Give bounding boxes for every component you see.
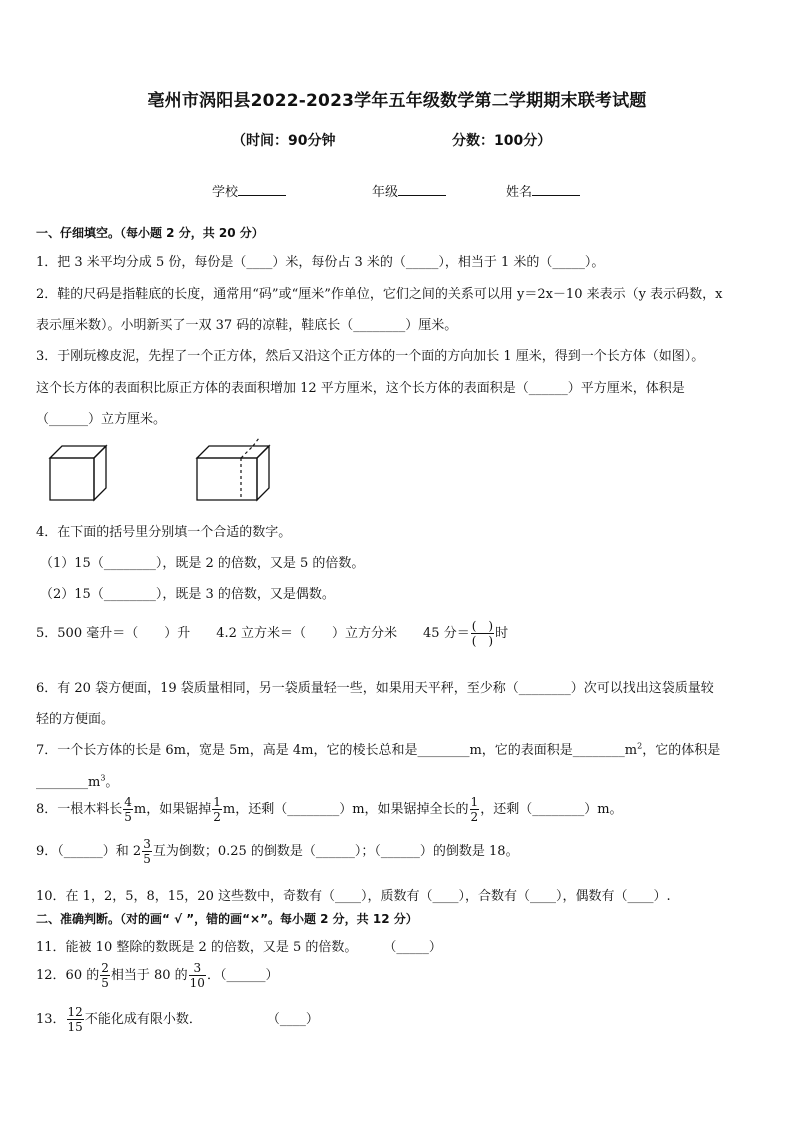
fraction (189, 962, 206, 989)
fraction-numerator: 12 (67, 1005, 83, 1019)
grade-blank (398, 183, 446, 196)
school-field (212, 181, 286, 200)
question-2-line-1: 2．鞋的尺码是指鞋底的长度，通常用“码”或“厘米”作单位，它们之间的关系可以用 y＝2x－10 来表示（y 表示码数，x (36, 287, 723, 302)
square-exponent: 2 (637, 741, 643, 751)
question-2-line-2: 表示厘米数）。小明新买了一双 37 码的凉鞋，鞋底长（________）厘米。 (36, 318, 458, 333)
question-5 (36, 620, 508, 647)
question-3-line-1: 3．于刚玩橡皮泥，先捏了一个正方体，然后又沿这个正方体的一个面的方向加长 1 厘米，得到一个长方体（如图）。 (36, 349, 705, 364)
question-12-text-a: 12．60 的 (36, 968, 100, 983)
question-7-line-2 (36, 771, 118, 790)
question-6-line-1: 6．有 20 袋方便面，19 袋质量相同，另一袋质量轻一些，如果用天平秤，至少称（________）次可以找出这袋质量较 (36, 681, 714, 696)
question-7-text: 7．一个长方体的长是 6m，宽是 5m，高是 4m，它的棱长总和是________m，它的表面积是________m (36, 743, 638, 758)
question-3-line-2: 这个长方体的表面积比原正方体的表面积增加 12 平方厘米，这个长方体的表面积是（______）平方厘米，体积是 (36, 381, 685, 396)
fraction (67, 1006, 84, 1033)
fraction-numerator: 1 (470, 795, 479, 809)
fraction (100, 962, 110, 989)
question-8-text-d: ，还剩（________）m。 (480, 802, 623, 817)
question-4-part-2: （2）15（________），既是 3 的倍数，又是偶数。 (40, 587, 335, 602)
question-8-text-a: 8．一根木料长 (36, 802, 123, 817)
fraction-denominator: 15 (67, 1020, 83, 1034)
question-3-line-3: （______）立方厘米。 (36, 412, 167, 427)
question-13-text-b: 不能化成有限小数． （____） (84, 1012, 319, 1027)
question-9-text-b: 互为倒数；0.25 的倒数是（______）；（______）的倒数是 18。 (152, 844, 519, 859)
name-field (506, 181, 580, 200)
question-4: 4．在下面的括号里分别填一个合适的数字。 (36, 525, 292, 540)
question-8-text-c: m，还剩（________）m，如果锯掉全长的 (222, 802, 469, 817)
section-2-heading: 二、准确判断。（对的画“ √ ”，错的画“×”。每小题 2 分，共 12 分） (36, 912, 418, 926)
question-5-text: 5．500 毫升＝（ ）升 4.2 立方米＝（ ）立方分米 45 分＝ (36, 626, 470, 641)
fraction-numerator: 3 (189, 962, 206, 976)
fraction-denominator: 5 (124, 810, 132, 824)
question-8-text-b: m，如果锯掉 (133, 802, 212, 817)
fraction (471, 620, 494, 647)
fraction-denominator: 2 (470, 810, 479, 824)
question-7-end: 。 (105, 775, 119, 790)
fraction (212, 796, 222, 823)
school-blank (238, 183, 286, 196)
exam-time: （时间：90分钟 (232, 133, 336, 149)
exam-score: 分数：100分） (452, 133, 552, 149)
cube-figure (48, 444, 110, 502)
page-title: 亳州市涡阳县2022-2023学年五年级数学第二学期期末联考试题 (147, 91, 647, 111)
fraction-numerator: 3 (143, 837, 151, 851)
fraction-numerator: 4 (124, 795, 132, 809)
question-11: 11．能被 10 整除的数既是 2 的倍数，又是 5 的倍数。 （_____） (36, 940, 442, 955)
fraction-denominator: 5 (143, 852, 151, 866)
question-5-unit: 时 (495, 626, 509, 641)
name-blank (532, 183, 580, 196)
question-9 (36, 838, 519, 865)
name-label: 姓名 (506, 185, 533, 200)
fraction-denominator: ( ) (471, 634, 494, 648)
question-6-line-2: 轻的方便面。 (36, 712, 115, 727)
volume-blank: ________m (36, 775, 101, 790)
grade-field (372, 181, 446, 200)
question-13 (36, 1006, 319, 1033)
question-9-text-a: 9．（______）和 2 (36, 844, 142, 859)
question-13-text-a: 13． (36, 1012, 66, 1027)
question-7-text-2: ，它的体积是 (642, 743, 721, 758)
fraction-denominator: 5 (101, 976, 109, 990)
question-8 (36, 796, 623, 823)
question-1: 1．把 3 米平均分成 5 份，每份是（____）米，每份占 3 米的（_____），相当于 1 米的（_____）。 (36, 255, 605, 270)
question-10: 10．在 1，2，5，8，15，20 这些数中，奇数有（____），质数有（____），合数有（____），偶数有（____）. (36, 889, 671, 904)
cuboid-figure (195, 436, 275, 502)
fraction-numerator: ( ) (471, 619, 494, 633)
school-label: 学校 (212, 185, 239, 200)
fraction-denominator: 10 (189, 976, 205, 990)
fraction-denominator: 2 (213, 810, 221, 824)
cube-exponent: 3 (100, 773, 106, 783)
question-12 (36, 962, 278, 989)
question-12-text-c: ．（______） (206, 968, 279, 983)
grade-label: 年级 (372, 185, 399, 200)
question-7-line-1 (36, 739, 720, 758)
question-4-part-1: （1）15（________），既是 2 的倍数，又是 5 的倍数。 (40, 556, 365, 571)
fraction-numerator: 2 (101, 961, 109, 975)
fraction (142, 838, 152, 865)
section-1-heading: 一、仔细填空。（每小题 2 分，共 20 分） (36, 226, 264, 240)
fraction (123, 796, 133, 823)
question-12-text-b: 相当于 80 的 (110, 968, 188, 983)
fraction (470, 796, 480, 823)
fraction-numerator: 1 (213, 795, 221, 809)
